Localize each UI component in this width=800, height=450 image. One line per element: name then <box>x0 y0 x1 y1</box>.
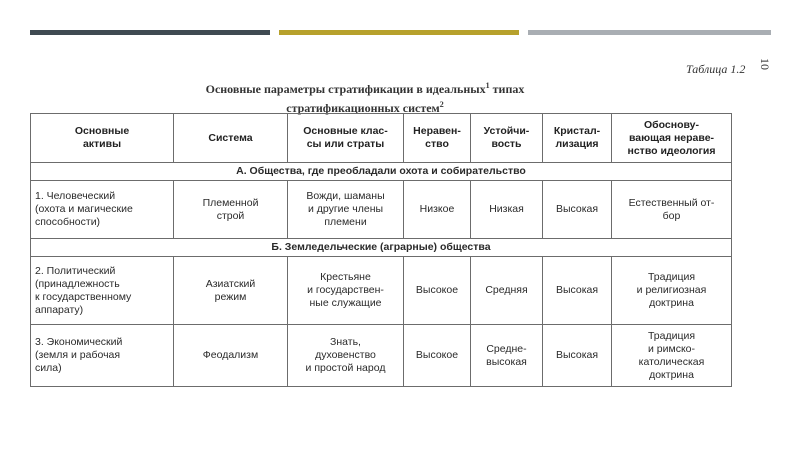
title-footnote-1: 1 <box>485 81 490 90</box>
table-cell: Высокая <box>543 181 612 239</box>
table-caption: Таблица 1.2 <box>686 62 746 76</box>
accent-bar-gray <box>528 30 771 35</box>
table-cell: 3. Экономический (земля и рабочая сила) <box>31 325 174 387</box>
section-title: Б. Земледельческие (аграрные) общества <box>31 239 732 257</box>
section-title: А. Общества, где преобладали охота и собирательство <box>31 163 732 181</box>
table-cell: Традиция и римско- католическая доктрина <box>612 325 732 387</box>
header-cell: Устойчи- вость <box>471 114 543 163</box>
table-cell: Племенной строй <box>174 181 288 239</box>
table-cell: Знать, духовенство и простой народ <box>288 325 404 387</box>
title-line2: стратификационных систем <box>286 101 440 115</box>
title-line1-end: типах <box>489 82 525 96</box>
table-cell: Высокая <box>543 257 612 325</box>
table-cell: Высокое <box>404 257 471 325</box>
table-cell: Средняя <box>471 257 543 325</box>
header-row <box>31 114 732 163</box>
header-cell: Обоснову- вающая нераве- нство идеология <box>612 114 732 163</box>
table-cell: Традиция и религиозная доктрина <box>612 257 732 325</box>
table-cell: Естественный от- бор <box>612 181 732 239</box>
stratification-table <box>30 113 732 387</box>
section-row <box>31 163 732 181</box>
table-cell: Феодализм <box>174 325 288 387</box>
header-cell: Основные клас- сы или страты <box>288 114 404 163</box>
table-cell: Высокая <box>543 325 612 387</box>
table-cell: 1. Человеческий (охота и магические способности) <box>31 181 174 239</box>
header-cell: Система <box>174 114 288 163</box>
section-row <box>31 239 732 257</box>
table-cell: Высокое <box>404 325 471 387</box>
page-number: 10 <box>758 58 772 70</box>
table-title <box>150 78 580 116</box>
header-cell: Кристал- лизация <box>543 114 612 163</box>
header-cell: Основные активы <box>31 114 174 163</box>
accent-bar-gold <box>279 30 519 35</box>
title-line1: Основные параметры стратификации в идеальных <box>205 82 486 96</box>
table-row <box>31 257 732 325</box>
table-cell: Низкое <box>404 181 471 239</box>
table-cell: 2. Политический (принадлежность к государственному аппарату) <box>31 257 174 325</box>
table-cell: Азиатский режим <box>174 257 288 325</box>
table-cell: Средне- высокая <box>471 325 543 387</box>
table-cell: Вожди, шаманы и другие члены племени <box>288 181 404 239</box>
table-cell: Крестьяне и государствен- ные служащие <box>288 257 404 325</box>
accent-bar-dark <box>30 30 270 35</box>
title-footnote-2: 2 <box>439 100 444 109</box>
header-cell: Неравен- ство <box>404 114 471 163</box>
table-cell: Низкая <box>471 181 543 239</box>
table-row <box>31 181 732 239</box>
table-row <box>31 325 732 387</box>
